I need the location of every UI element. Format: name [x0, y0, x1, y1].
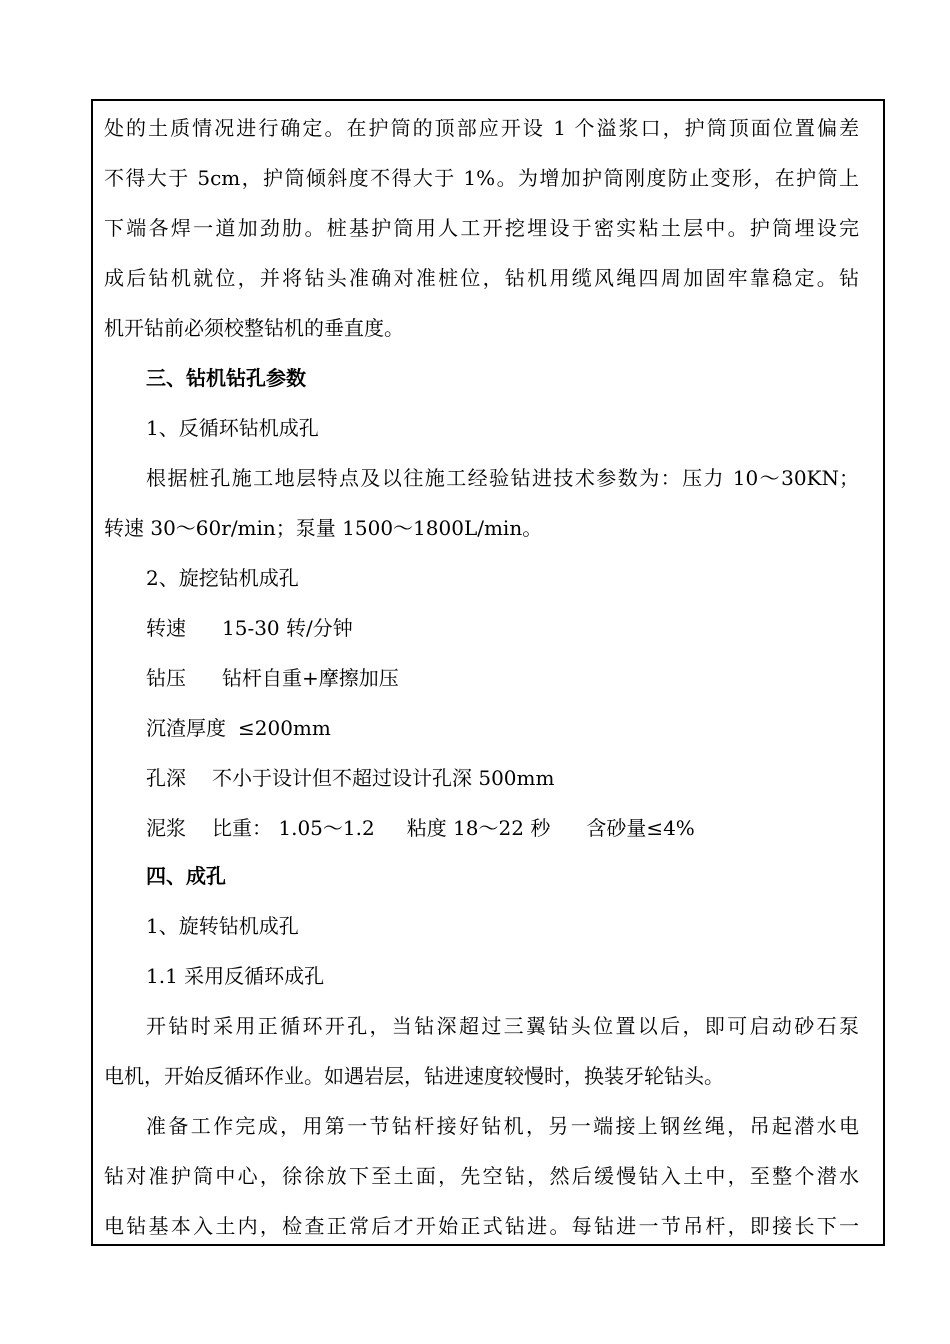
- param-row-mud: [146, 814, 695, 842]
- paragraph-line: 根据桩孔施工地层特点及以往施工经验钻进技术参数为：压力 10～30KN；: [146, 466, 859, 490]
- param-label: 转速: [146, 616, 186, 640]
- param-value: 15-30 转/分钟: [222, 616, 353, 640]
- section-heading: 三、钻机钻孔参数: [146, 366, 306, 390]
- param-label: 钻压: [146, 666, 186, 690]
- paragraph-line: 电钻基本入土内，检查正常后才开始正式钻进。每钻进一节吊杆，即接长下一: [104, 1214, 859, 1238]
- param-value: 不小于设计但不超过设计孔深 500mm: [212, 766, 555, 790]
- paragraph-line: 转速 30～60r/min；泵量 1500～1800L/min。: [104, 516, 543, 540]
- paragraph-line: 电机，开始反循环作业。如遇岩层，钻进速度较慢时，换装牙轮钻头。: [104, 1064, 724, 1088]
- param-row-pressure: [146, 664, 399, 692]
- paragraph-line: 不得大于 5cm，护筒倾斜度不得大于 1%。为增加护筒刚度防止变形，在护筒上: [104, 166, 859, 190]
- paragraph-line: 准备工作完成，用第一节钻杆接好钻机，另一端接上钢丝绳，吊起潜水电: [146, 1114, 859, 1138]
- paragraph-line: 钻对准护筒中心，徐徐放下至土面，先空钻，然后缓慢钻入土中，至整个潜水: [104, 1164, 859, 1188]
- paragraph-line: 下端各焊一道加劲肋。桩基护筒用人工开挖埋设于密实粘土层中。护筒埋设完: [104, 216, 859, 240]
- subsection-title: 2、旋挖钻机成孔: [146, 566, 299, 590]
- param-value: 钻杆自重+摩擦加压: [222, 666, 399, 690]
- param-row-sediment: [146, 714, 331, 742]
- param-label: 沉渣厚度: [146, 716, 226, 740]
- paragraph-line: 成后钻机就位，并将钻头准确对准桩位，钻机用缆风绳四周加固牢靠稳定。钻: [104, 266, 859, 290]
- param-row-speed: [146, 614, 353, 642]
- subsection-title: 1、旋转钻机成孔: [146, 914, 299, 938]
- param-value: ≤200mm: [238, 716, 331, 740]
- param-value: 粘度 18～22 秒: [406, 816, 551, 840]
- param-value: 含砂量≤4%: [586, 816, 695, 840]
- param-row-depth: [146, 764, 554, 792]
- subsection-title: 1.1 采用反循环成孔: [146, 964, 325, 988]
- paragraph-line: 处的土质情况进行确定。在护筒的顶部应开设 1 个溢浆口，护筒顶面位置偏差: [104, 116, 859, 140]
- paragraph-line: 开钻时采用正循环开孔，当钻深超过三翼钻头位置以后，即可启动砂石泵: [146, 1014, 859, 1038]
- subsection-title: 1、反循环钻机成孔: [146, 416, 319, 440]
- paragraph-line: 机开钻前必须校整钻机的垂直度。: [104, 316, 404, 340]
- section-heading: 四、成孔: [146, 864, 226, 888]
- param-value: 比重： 1.05～1.2: [212, 816, 375, 840]
- param-label: 泥浆: [146, 816, 186, 840]
- param-label: 孔深: [146, 766, 186, 790]
